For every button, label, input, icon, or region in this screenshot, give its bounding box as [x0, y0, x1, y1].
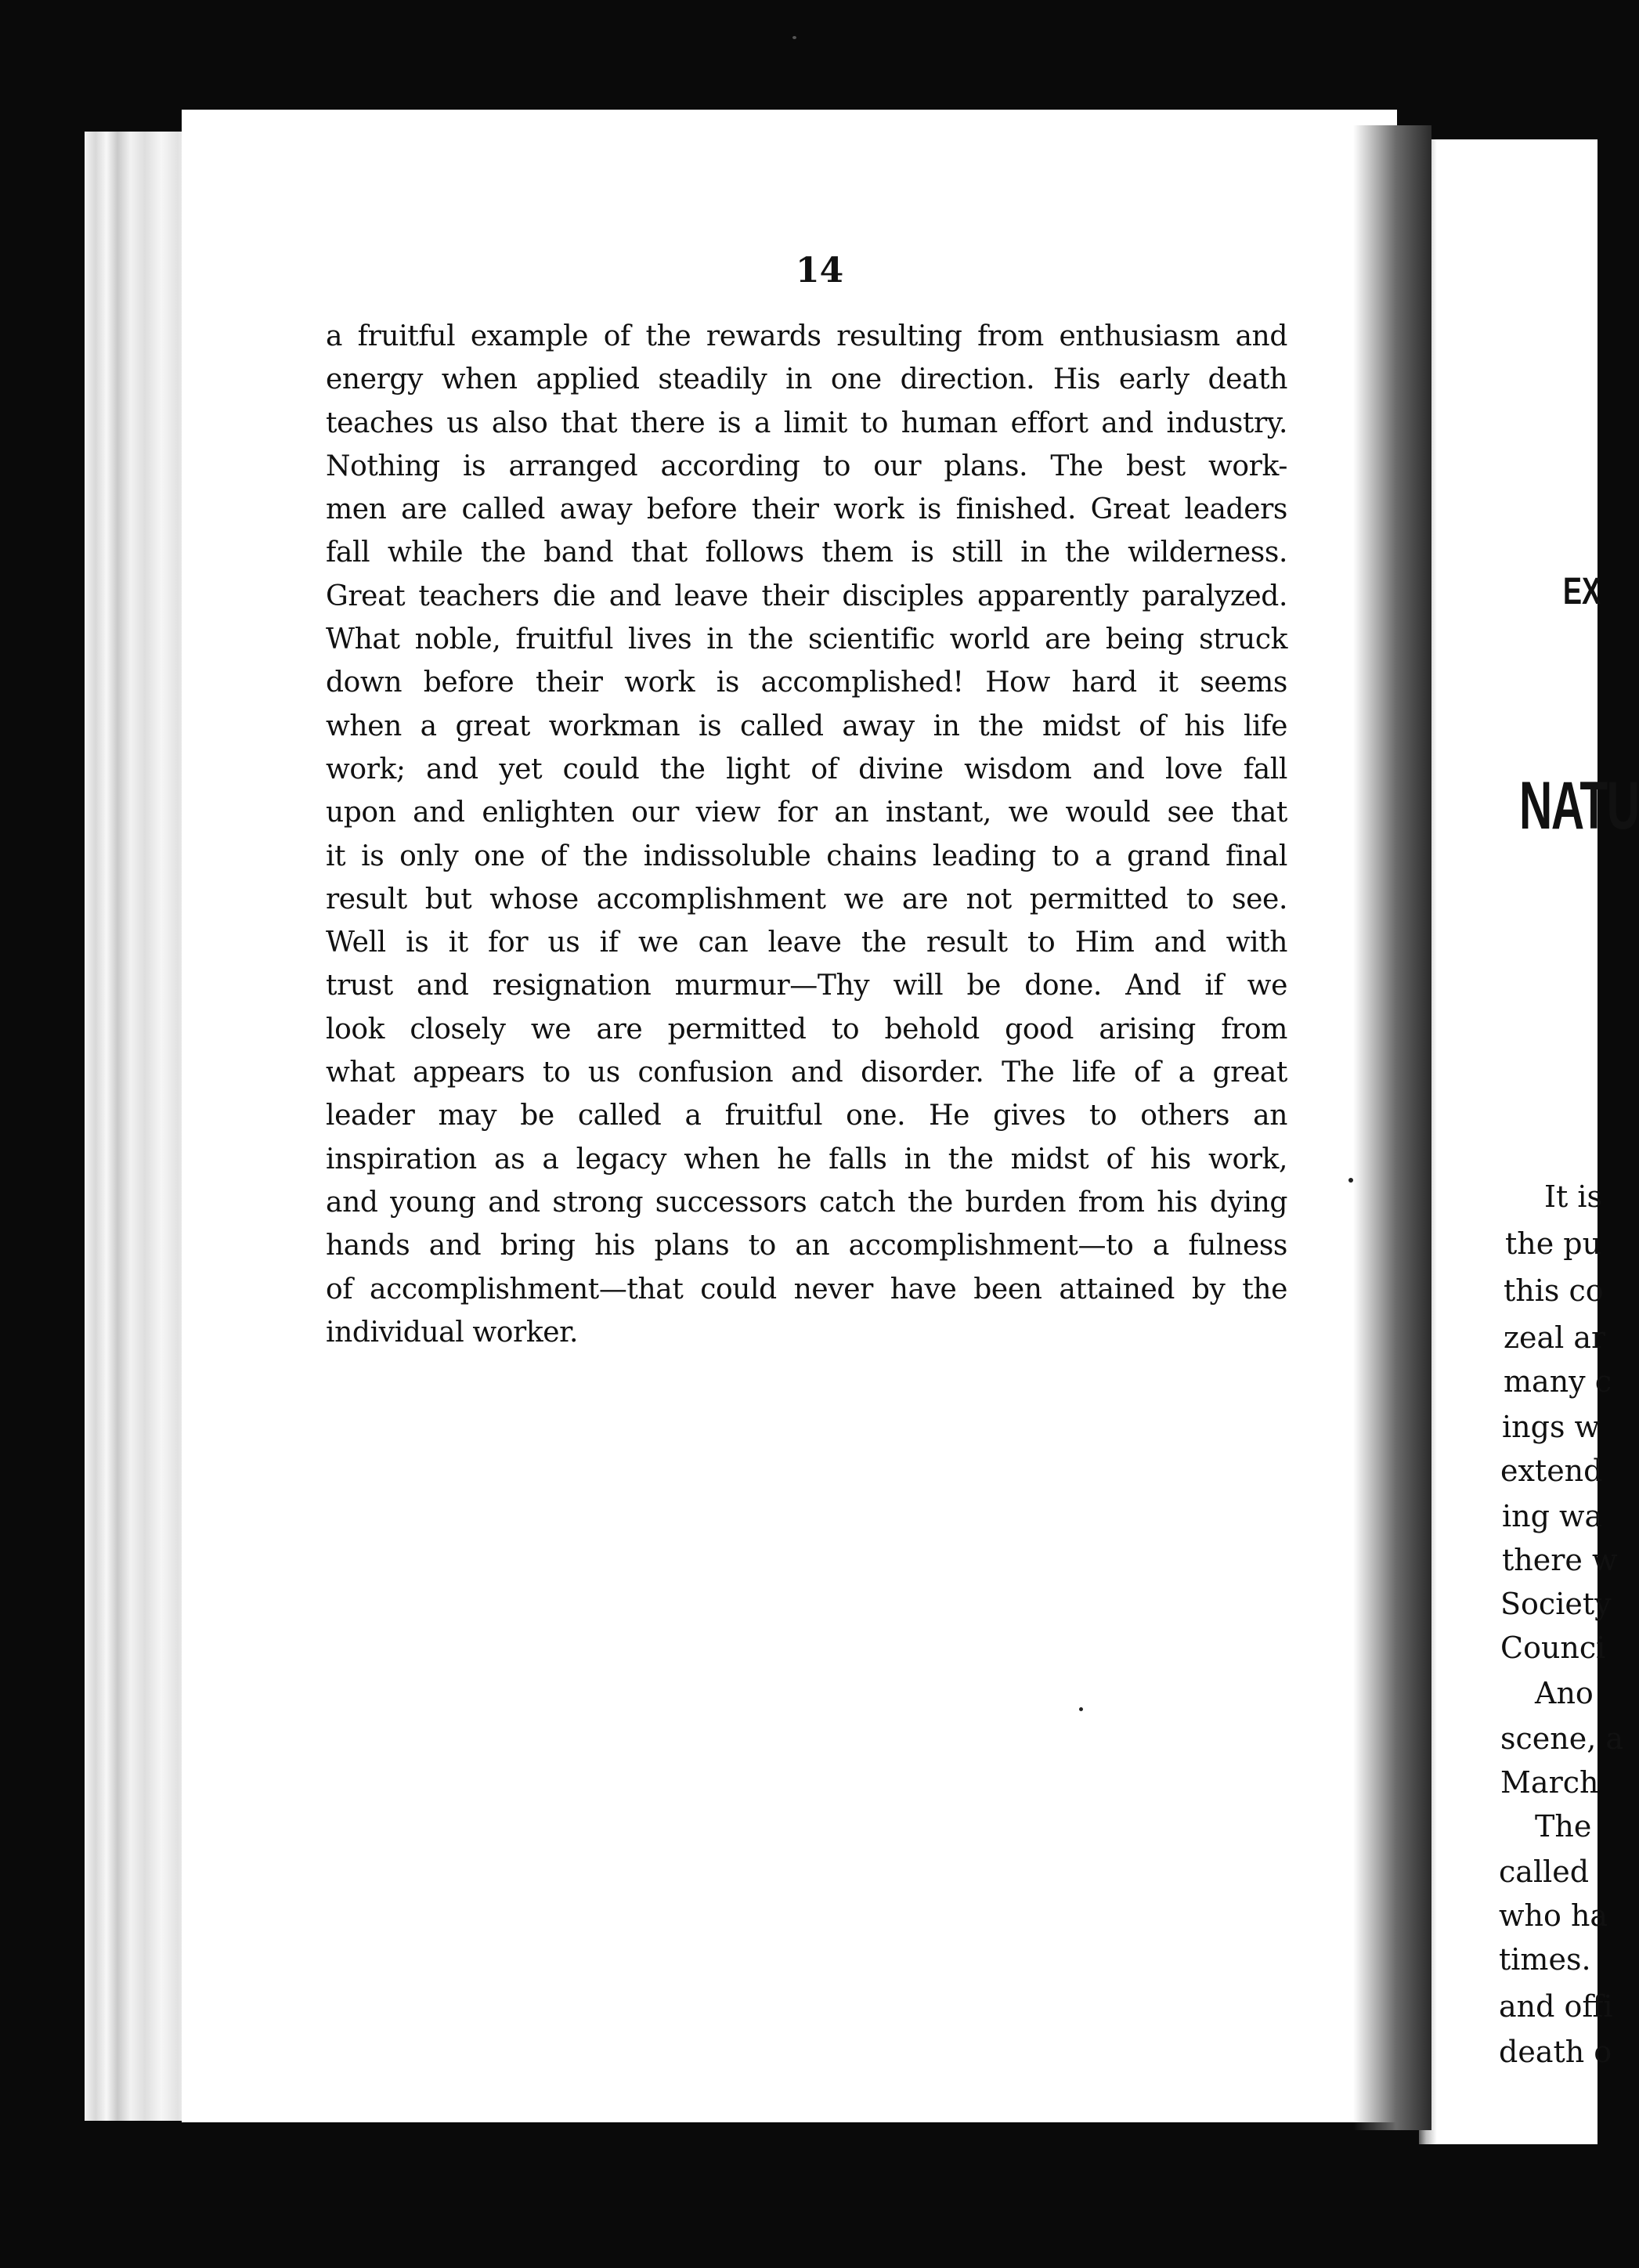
- text-line: result but whose accomplishment we are not permitted to see.: [326, 883, 1287, 916]
- text-line: Nothing is arranged according to our plans. The best work-: [326, 450, 1287, 482]
- right-page-heading-natu: NATU: [1519, 768, 1639, 843]
- right-page: [1419, 139, 1597, 2144]
- text-line: Well is it for us if we can leave the result to Him and with: [326, 926, 1287, 959]
- right-page-line: March: [1500, 1765, 1599, 1800]
- text-line: hands and bring his plans to an accomplishment—to a fulness: [326, 1230, 1287, 1262]
- right-page-line: times.: [1499, 1942, 1591, 1977]
- right-page-line: zeal ar: [1504, 1320, 1606, 1355]
- text-line: of accomplishment—that could never have been attained by the: [326, 1273, 1287, 1306]
- text-line: inspiration as a legacy when he falls in the midst of his work,: [326, 1143, 1287, 1176]
- text-line: teaches us also that there is a limit to human effort and industry.: [326, 406, 1287, 439]
- text-line: leader may be called a fruitful one. He gives to others an: [326, 1100, 1287, 1132]
- text-line: individual worker.: [326, 1316, 579, 1349]
- text-line: it is only one of the indissoluble chains leading to a grand final: [326, 840, 1287, 872]
- right-page-line: death o: [1499, 2035, 1612, 2069]
- text-line: when a great workman is called away in the midst of his life: [326, 710, 1287, 742]
- body-text: [326, 315, 1287, 1354]
- stray-mark: [1079, 1707, 1083, 1711]
- right-page-line: called: [1499, 1854, 1590, 1889]
- right-page-line: who ha: [1499, 1898, 1608, 1933]
- right-page-heading-ex: EX: [1563, 571, 1601, 612]
- text-line: trust and resignation murmur—Thy will be done. And if we: [326, 970, 1287, 1002]
- right-page-line: ings w: [1502, 1410, 1601, 1444]
- stray-mark: [792, 36, 796, 39]
- right-page-line: many c: [1504, 1364, 1612, 1399]
- text-line: upon and enlighten our view for an instant, we would see that: [326, 796, 1287, 829]
- page-number: 14: [796, 251, 844, 291]
- text-line: down before their work is accomplished! How hard it seems: [326, 666, 1287, 699]
- gutter-shadow: [1353, 125, 1431, 2130]
- text-line: and young and strong successors catch the burden from his dying: [326, 1186, 1287, 1219]
- text-line: men are called away before their work is finished. Great leaders: [326, 493, 1287, 526]
- right-page-line: there w: [1502, 1543, 1618, 1577]
- right-page-line: extend: [1500, 1454, 1603, 1488]
- right-page-line: Counci: [1500, 1631, 1606, 1665]
- text-line: work; and yet could the light of divine wisdom and love fall: [326, 753, 1287, 785]
- right-page-line: and offi: [1499, 1989, 1613, 2024]
- right-page-line: ing wa: [1502, 1499, 1603, 1533]
- text-line: a fruitful example of the rewards resulting from enthusiasm and: [326, 320, 1287, 352]
- text-line: look closely we are permitted to behold good arising from: [326, 1013, 1287, 1046]
- right-page-line: Ano: [1535, 1676, 1594, 1710]
- text-line: What noble, fruitful lives in the scientific world are being struck: [326, 623, 1287, 656]
- stray-mark: [1348, 1178, 1353, 1183]
- page-edge-stack: [85, 132, 194, 2121]
- text-line: what appears to us confusion and disorder. The life of a great: [326, 1056, 1287, 1089]
- text-line: fall while the band that follows them is still in the wilderness.: [326, 536, 1287, 569]
- right-page-line: scene, a: [1500, 1721, 1624, 1756]
- right-page-line: the pu: [1505, 1226, 1602, 1261]
- right-page-line: The: [1535, 1809, 1592, 1844]
- right-page-line: this co: [1504, 1273, 1604, 1308]
- text-line: Great teachers die and leave their disciples apparently paralyzed.: [326, 580, 1287, 612]
- text-line: energy when applied steadily in one direction. His early death: [326, 363, 1287, 396]
- right-page-line: It is: [1544, 1179, 1603, 1214]
- right-page-line: Society: [1500, 1587, 1612, 1621]
